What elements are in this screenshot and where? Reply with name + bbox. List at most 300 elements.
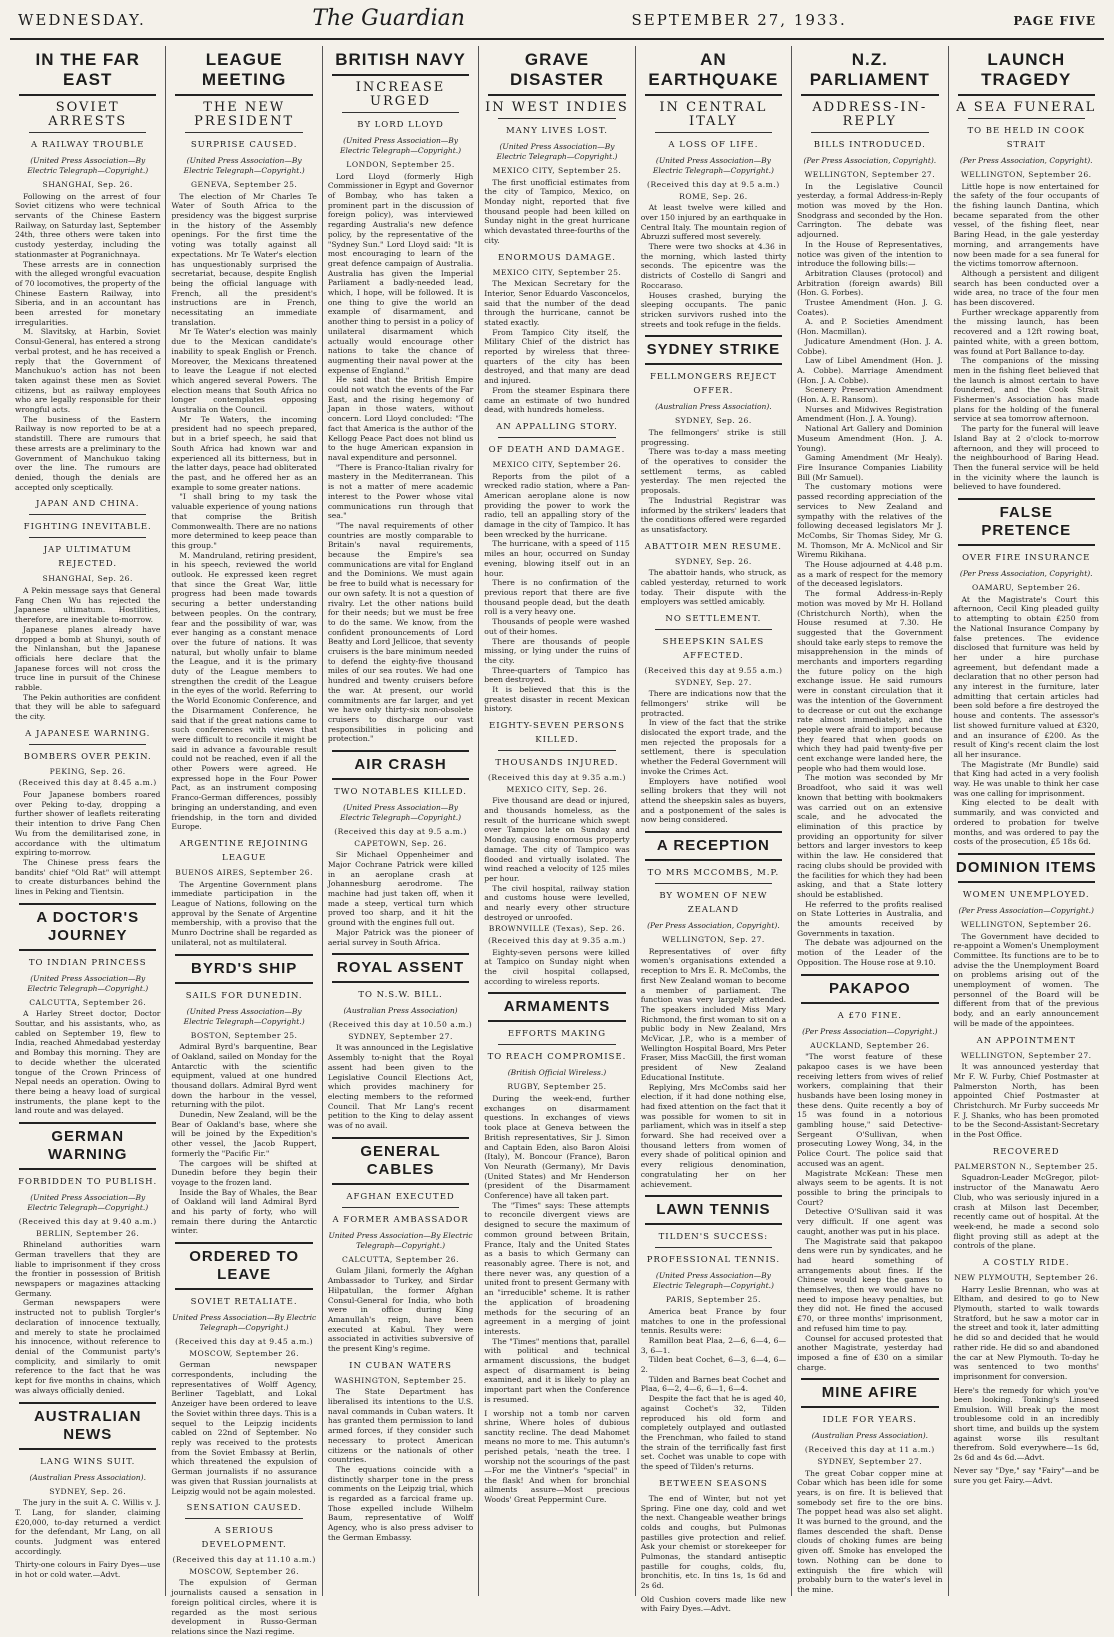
paragraph: Squadron-Leader McGregor, pilot-instructor of the Manawatu Aero Club, who was seriously injured in a crash at Milson last December, recently came out of hospital. At the week-end, he made a second solo flight proving still as adept at the controls of the plane. <box>953 1173 1099 1251</box>
paragraph: Employers have notified wool selling brokers that they will not attend the sheepskin sales as buyers, and a postponement of the sales is now being considered. <box>640 776 787 825</box>
credit-line: (United Press Association—By Electric Telegraph—Copyright.) <box>652 156 774 175</box>
subheading: BILLS INTRODUCED. <box>813 140 926 150</box>
divider <box>332 953 469 955</box>
masthead-date: SEPTEMBER 27, 1933. <box>631 11 847 29</box>
paragraph: From the steamer Espinara there came an estimate of two hundred dead, with hundreds homeless. <box>484 385 630 415</box>
column-4 <box>479 46 635 1596</box>
dateline: (Received this day at 11 a.m.) <box>804 1445 935 1455</box>
headline: LAUNCH TRAGEDY <box>981 50 1072 89</box>
advertisement: Old Cushion covers made like new with Fairy Dyes.—Advt. <box>640 1594 787 1614</box>
subheading: A COSTLY RIDE. <box>982 1258 1070 1269</box>
dateline: WASHINGTON, September 25. <box>334 1375 467 1385</box>
paragraph: The election of Mr Charles Te Water of South Africa to the presidency was the biggest surprise in the history of the Assembly openings. For the first time the voting was totally against all expectations. Mr Te Water's election has unquestionably surprised the secretariat, because, despite English being the official language with French, all the president's instructions are in French, necessitating an immediate translation. <box>171 191 317 327</box>
dateline: (Received this day at 11.10 a.m.) <box>172 1555 316 1565</box>
headline: MINE AFIRE <box>821 1384 918 1402</box>
article <box>797 974 942 1373</box>
divider <box>645 1195 782 1197</box>
paragraph: Mr Te Water's election was mainly due to the Mexican candidate's inability to speak English or French. Moreover, the Mexicans threatened to leave the League if not elected which angered several Powers. The election means that South Africa no longer contemplates opposing Australia on the Council. <box>171 327 317 415</box>
subheading: MANY LIVES LOST. <box>505 126 608 136</box>
headline: PAKAPOO <box>828 979 911 997</box>
paragraph: In the Legislative Council yesterday, a formal Address-in-Reply motion was moved by the Hon. Snodgrass and seconded by the Hon. Carrington. The debate was adjourned. <box>797 181 943 240</box>
paragraph: King elected to be dealt with summarily, and was convicted and ordered to probation for twelve months, and was ordered to pay the costs of the prosecution, £5 18s 6d. <box>953 798 1099 847</box>
headline: GRAVE DISASTER <box>509 50 604 89</box>
credit-line: (Australian Press Association). <box>811 1431 929 1441</box>
headline: SYDNEY STRIKE <box>646 341 781 359</box>
paragraph: During the week-end, further exchanges on disarmament questions. In exchanges of views took place at Geneva between the British representatives, Sir J. Simon and Captain Eden, also Baron Aloisi (Italy), M. Boncour (France), Baron Von Neurath (Germany), Mr Davis (United States) and Mr Henderson (president of the Disarmament Conference) have all taken part. <box>484 1094 630 1201</box>
paragraph: Further wreckage apparently from the missing launch, has been recovered and a 12ft rowing boat, painted white, with a green bottom, was found at Port Ballance to-day. <box>953 307 1099 356</box>
paragraph: Counsel for accused protested that another Magistrate, yesterday had imposed a fine of £30 on a similar charge. <box>797 1333 943 1372</box>
paragraph: The Mexican Secretary for the Interior, Senor Eduardo Vasconcelos, said that the number of the dead through the hurricane, cannot be stated exactly. <box>484 279 630 327</box>
paragraph: He referred to the profits realised on State Lotteries in Australia, and the amounts received by Governments in taxation. <box>797 899 943 938</box>
credit-line: (United Press Association—By Electric Telegraph—Copyright.) <box>652 1271 774 1291</box>
dateline: MEXICO CITY, September 25. <box>492 267 622 277</box>
divider <box>968 118 1085 119</box>
paragraph: The fellmongers' strike is still progressing. <box>640 427 787 447</box>
divider <box>175 1288 312 1290</box>
divider <box>645 859 782 861</box>
dateline: LONDON, September 25. <box>346 160 455 169</box>
masthead-page-number: PAGE FIVE <box>1013 14 1096 28</box>
subheading: IDLE FOR YEARS. <box>822 1415 917 1426</box>
paragraph: The civil hospital, railway station and customs house were levelled, and nearly every other structure destroyed or unroofed. <box>484 883 630 922</box>
paragraph: A Harley Street doctor, Doctor Souttar, and his assistants, who, as cabled on September 19, flew to India, reached Ahmedabad yesterday and Bombay this morning. They are to decide whether the ulcerated tongue of the Crown Princess of Nepal needs an operation. Owing to there being a heavy load of surgical instruments, the plane kept to the land route and was delayed. <box>15 1009 161 1116</box>
article <box>797 1378 942 1594</box>
paragraph: The cargoes will be shifted at Dunedin before they begin their voyage to the frozen land. <box>171 1158 317 1187</box>
paragraph: "I shall bring to my task the valuable experience of young nations that comprise the British Commonwealth. There are no nations more determined to keep peace than this group." <box>171 492 317 550</box>
subheading: FELLMONGERS REJECT OFFER. <box>649 372 777 397</box>
article <box>797 50 942 968</box>
divider <box>958 498 1095 500</box>
subheading: WOMEN UNEMPLOYED. <box>962 889 1090 900</box>
divider <box>19 903 156 905</box>
paragraph: The first unofficial estimates from the city of Tampico, Mexico, on Monday night, reported that five thousand people had been killed on Sunday night in the great hurricane which devastated three-fourths of the city. <box>484 177 630 245</box>
subheading: FIGHTING INEVITABLE. <box>23 522 152 533</box>
paragraph: The Magistrate said that pakapoo dens were run by syndicates, and he had heard something of arrangements about fines. If the Chinese would keep the games to themselves, then we would have no need to impose heavy penalties, but they did not. He fined the accused £70, or three months' imprisonment, and refused him time to pay. <box>797 1236 943 1333</box>
paragraph: The Argentine Government plans immediate participation in the League of Nations, following on the approval by the Senate of Argentine membership, with a proviso that the Munro Doctrine shall be regarded as unilateral, not as multilateral. <box>171 879 317 947</box>
paragraph: Magistrate McKean: These men always seem to be agents. It is not possible to bring the principals to Court? <box>797 1168 943 1207</box>
paragraph: Major Patrick was the pioneer of aerial survey in South Africa. <box>327 927 474 947</box>
paragraph: Harry Leslie Brennan, who was at Eltham, and desired to go to New Plymouth, started to walk towards Stratford, but he saw a motor car in the street and took it, later admitting he did so and decided that he would rather ride. He did so and abandoned the car at New Plymouth. To-day he was sentenced to two months' imprisonment for conversion. <box>953 1284 1099 1381</box>
masthead-day: WEDNESDAY. <box>18 11 146 29</box>
dateline: (Received this day at 9.5 a.m.) <box>647 180 780 189</box>
subheading: TO N.S.W. BILL. <box>358 990 443 1001</box>
column-3 <box>323 46 479 1596</box>
divider <box>19 1122 156 1124</box>
column-1 <box>10 46 166 1596</box>
headline: A DOCTOR'S JOURNEY <box>36 908 140 944</box>
divider <box>29 514 146 515</box>
subheading: NO SETTLEMENT. <box>665 614 762 625</box>
divider <box>175 954 312 956</box>
paragraph: The Chinese press fears the bandits' chief "Old Rat" will attempt to create disturbances behind the lines in Peking and Tientsin. <box>15 857 161 897</box>
credit-line: (United Press Association—By Electric Telegraph—Copyright.) <box>183 1006 305 1026</box>
headline: AN EARTHQUAKE <box>648 50 779 89</box>
paragraph: The Government have decided to re-appoint a Women's Unemployment Committee. Its functions are to be to advise the the Unemployment Board on problems arising out of the unemployment of women. The personnel of the Board will be different from that of the previous body, and an early announcement will be made of the appointees. <box>953 931 1099 1028</box>
masthead <box>10 6 1104 40</box>
dateline: SHANGHAI, Sep. 26. <box>42 180 133 189</box>
subheading: TO BE HELD IN COOK STRAIT <box>967 126 1086 150</box>
credit-line: (Per Press Association, Copyright). <box>959 156 1093 165</box>
paragraph: Following on the arrest of four Soviet citizens who were technical servants of the Chinese Eastern Railway, on Saturday last, September 24th, three others were taken into custody yesterday, including the stationmaster at Pogranichnaya. <box>15 191 161 259</box>
subheading: SENSATION CAUSED. <box>186 1503 302 1514</box>
article <box>641 1195 786 1614</box>
paragraph: At least twelve were killed and over 150 injured by an earthquake in Central Italy. The mountain region of Abruzzi suffered most severely. <box>640 203 787 242</box>
dateline: NEW PLYMOUTH, September 26. <box>954 1273 1099 1283</box>
article <box>328 1137 473 1543</box>
divider <box>19 1448 156 1450</box>
subheading: ARGENTINE REJOINING LEAGUE <box>179 839 309 863</box>
paragraph: "The worst feature of these pakapoo cases is we have been receiving letters from wives of relief workers, complaining that their husbands have been losing money in these dens. Quite recently a boy of 15 was found in a notorious gambling house," said Detective-Sergeant O'Sullivan, when prosecuting Lowey Wong, 34, in the Police Court. The police said that accused was an agent. <box>797 1052 943 1168</box>
subheading: IN CUBAN WATERS <box>349 1360 452 1371</box>
paragraph: There were two shocks at 4.36 in the morning, which lasted thirty seconds. The epicentre was the districts of Costello di Sangri and Roccaraso. <box>640 242 787 290</box>
divider <box>801 974 938 976</box>
paragraph: Trustee Amendment (Hon. J. G. Coates). <box>797 298 943 317</box>
paragraph: There is no confirmation of the previous report that there are five thousand people dead, but the death roll is a very heavy one. <box>484 578 630 617</box>
subheading: LANG WINS SUIT. <box>40 1456 136 1467</box>
paragraph: Eighty-seven persons were killed at Tampico on Sunday night when the civil hospital collapsed, according to wireless reports. <box>484 947 630 986</box>
paragraph: It is believed that this is the greatest disaster in recent Mexican history. <box>484 685 630 714</box>
credit-line: (United Press Association—By Electric Telegraph—Copyright.) <box>496 142 618 161</box>
divider <box>958 544 1095 546</box>
dateline: SYDNEY, September 27. <box>348 1031 453 1041</box>
article <box>15 903 160 1116</box>
divider <box>498 118 615 119</box>
divider <box>185 132 302 133</box>
dateline: WELLINGTON, Sep. 27. <box>661 935 765 945</box>
paragraph: In the House of Representatives, notice was given of the intention to introduce the following bills:— <box>797 239 943 269</box>
dateline: CALCUTTA, September 26. <box>29 997 147 1007</box>
paragraph: Scenery Preservation Amendment (Hon. A. E. Ransom). <box>797 385 943 405</box>
dateline: CALCUTTA, September 26. <box>342 1254 460 1264</box>
dateline: BUENOS AIRES, September 26. <box>175 868 314 877</box>
article <box>484 50 629 986</box>
dateline: MOSCOW, September 26. <box>189 1566 300 1576</box>
credit-line: (United Press Association—By Electric Telegraph—Copyright.) <box>340 803 462 823</box>
divider <box>332 1183 469 1185</box>
paragraph: From Tampico City itself, the Military Chief of the district has reported by wireless that three-quarters of the city has been destroyed, and that many are dead and injured. <box>484 327 630 386</box>
headline: BYRD'S SHIP <box>191 959 298 977</box>
subheading: OVER FIRE INSURANCE <box>962 553 1091 564</box>
dateline: SHANGHAI, Sep. 26. <box>42 574 133 584</box>
subheading: THE NEW PRESIDENT <box>194 100 295 129</box>
paragraph: M. Slavitsky, at Harbin, Soviet Consul-General, has entered a strong verbal protest, and he has received a reply that the Government of Manchukuo's action has not been taken against these men as Soviet citizens, but as railway employees who are legally responsible for their wrongful acts. <box>15 327 161 415</box>
subheading: SAILS FOR DUNEDIN. <box>185 990 303 1001</box>
paragraph: Reports from the pilot of a wrecked radio station, where a Pan-American aeroplane alone is now providing the power to work the radio, tell an appalling story of the damage in the city of Tampico. It has been wrecked by the hurricane. <box>484 471 630 539</box>
paragraph: There are thousands of people missing, or lying under the ruins of the city. <box>484 636 630 665</box>
dateline: BOSTON, September 25. <box>190 1030 298 1040</box>
divider <box>645 94 782 96</box>
paragraph: The motion was seconded by Mr Broadfoot, who said it was well known that betting with bookmakers was carried out on an extensive scale, and he advocated the elimination of this practice by providing an opportunity for silver bettors and larger investors to keep within the law. He considered that racing clubs should be provided with the facilities for which they had been asking, and that a State lottery should be established. <box>797 773 943 899</box>
paragraph: National Art Gallery and Dominion Museum Amendment (Hon. J. A. Young). <box>797 424 943 453</box>
subheading: BY WOMEN OF NEW ZEALAND <box>659 891 768 916</box>
divider <box>332 981 469 983</box>
paragraph: It was announced in the Legislative Assembly to-night that the Royal assent had been given to the Legislative Council Elections Act, which provides machinery for electing members to the reformed Council. That Mr Lang's recent petition to the King to delay assent was of no avail. <box>327 1043 474 1131</box>
dateline: WELLINGTON, September 27. <box>960 1050 1092 1060</box>
subheading: A SEA FUNERAL <box>956 100 1097 115</box>
dateline: (Received this day at 8.45 a.m.) <box>18 778 157 788</box>
divider <box>175 94 312 96</box>
dateline: (Received this day at 9.5 a.m.) <box>334 827 467 837</box>
paragraph: The great Cobar copper mine at Cobar which has been idle for some years, is on fire. It is believed that somebody set fire to the ore bins. The poppet head was also set alight. It was burned to the ground, and the flames descended the shaft. Dense clouds of choking fumes are being given off. Smoke has enveloped the town. Nothing can be done to extinguish the fire which will probably burn to the water's level in the mine. <box>797 1468 943 1594</box>
dateline: PALMERSTON N., September 25. <box>954 1161 1099 1171</box>
dateline: (Received this day at 9.40 a.m.) <box>18 1217 157 1227</box>
paragraph: Arbitration Clauses (protocol) and Arbitration (foreign awards) Bill (Hon. G. Forbes). <box>797 268 943 298</box>
paragraph: Little hope is now entertained for the safety of the four occupants of the fishing launch Dantina, which became separated from the other vessel, of the fishing fleet, near Baring Head, in the gale yesterday morning, and arrangements have now been made for a sea funeral for the victims tomorrow afternoon. <box>953 181 1099 269</box>
divider <box>342 1207 459 1208</box>
headline: IN THE FAR EAST <box>35 50 140 89</box>
divider <box>488 1020 625 1022</box>
divider <box>958 853 1095 855</box>
subheading: AN APPALLING STORY. <box>496 421 618 432</box>
column-7 <box>949 46 1104 1596</box>
headline: ROYAL ASSENT <box>336 959 465 977</box>
headline: ORDERED TO LEAVE <box>189 1248 299 1284</box>
headline: AUSTRALIAN NEWS <box>33 1407 142 1443</box>
paragraph: Ramillon beat Plaa, 2—6, 6—4, 6—3, 6—1. <box>640 1335 787 1355</box>
divider <box>332 778 469 780</box>
credit-line: (United Press Association—By Electric Telegraph—Copyright.) <box>27 1193 149 1213</box>
credit-line: United Press Association—By Electric Telegraph—Copyright.) <box>172 1313 317 1333</box>
divider <box>185 1518 302 1519</box>
subheading: SHEEPSKIN SALES AFFECTED. <box>662 637 765 662</box>
dateline: SYDNEY, Sep. 26. <box>49 1486 127 1496</box>
advertisement: Never say "Dye," say "Fairy"—and be sure you get Fairy.—Advt. <box>953 1466 1099 1485</box>
divider <box>498 437 615 438</box>
dateline: MEXICO CITY, September 26. <box>492 459 622 469</box>
dateline: (Received this day at 9.35 a.m.) <box>487 773 626 783</box>
subheading: ABATTOIR MEN RESUME. <box>644 541 783 552</box>
divider <box>29 132 146 133</box>
headline: A RECEPTION <box>656 837 770 855</box>
divider <box>19 1402 156 1404</box>
dateline: WELLINGTON, September 26. <box>960 170 1092 179</box>
divider <box>645 363 782 365</box>
credit-line: (United Press Association—By Electric Telegraph—Copyright.) <box>27 973 149 993</box>
divider <box>19 1168 156 1170</box>
paragraph: German newspaper correspondents, including the representatives of Wolff Agency, Berliner Tageblatt, and Lokal Anzeiger have been ordered to leave the Soviet within three days. This is a sequel to the Leipzig incidents cabled on 22nd of September. No reply was received to the protests from the Soviet Embassy at Berlin, which threatened the expulsion of German journalists if no assurance was given that Russian journalists at Leipzig would not be again molested. <box>171 1360 317 1496</box>
credit-line: (Per Press Association, Copyright). <box>803 156 937 165</box>
divider <box>801 1002 938 1004</box>
subheading: SURPRISE CAUSED. <box>190 140 298 150</box>
article <box>15 50 160 897</box>
dateline: BERLIN, September 26. <box>36 1228 140 1238</box>
divider <box>801 1378 938 1380</box>
paragraph: The formal Address-in-Reply motion was moved by Mr H. Holland (Christchurch North), when the House resumed at 7.30. He suggested that the Government should take early steps to remove the misapprehension in the minds of merchants and importers regarding the future policy on the high exchange issue. He said rumours were in constant circulation that it was the intention of the Government to decrease or cut out the exchange rate almost immediately, and the people were afraid to import because they feared that when goods on which they had paid twenty-five per cent exchange were landed here, the people who had them would lose. <box>797 589 943 773</box>
dateline: (Received this day at 9.35 a.m.) <box>487 936 626 946</box>
paragraph: Tilden beat Cochet, 6—3, 6—4, 6—2. <box>640 1355 787 1375</box>
divider <box>498 750 615 751</box>
headline: AIR CRASH <box>354 756 447 774</box>
subheading: A RAILWAY TROUBLE <box>31 140 145 150</box>
article <box>328 750 473 947</box>
paragraph: Four Japanese bombers roared over Peking to-day, dropping a further shower of leaflets reiterating their intention to drive Fang Chen Wu from the demilitarised zone, in accordance with the ultimatum expiring to-morrow. <box>15 790 161 858</box>
subheading: FORBIDDEN TO PUBLISH. <box>18 1177 158 1188</box>
dateline: (Received this day at 9.55 a.m.) <box>644 666 783 676</box>
divider <box>332 74 469 76</box>
paragraph: Gulam Jilani, formerly the Afghan Ambassador to Turkey, and Sirdar Hilpatullan, the former Afghan Consul-General for India, who both were in office during King Amanullah's reign, have been executed at Kabul. They were associated in activities subversive of the present King's regime. <box>327 1266 474 1354</box>
divider <box>29 744 146 745</box>
divider <box>488 992 625 994</box>
subheading: IN CENTRAL ITALY <box>659 100 768 129</box>
subheading: BY LORD LLOYD <box>357 120 444 130</box>
advertisement: I worship not a tomb nor carven shrine, Where holes of dubious sanctity recline. The dead Mahomet means no more to me. This autumn's perished petals, 'neath the tree. I worship not the scourings of the past—For me the Vintner's "special" in the flask! And when for bronchial ailments assure—Most precious Woods' Great Peppermint Cure. <box>484 1408 630 1504</box>
column-5 <box>636 46 792 1614</box>
divider <box>332 750 469 752</box>
paragraph: The Pekin authorities are confident that they will be able to safeguard the city. <box>15 692 161 722</box>
column-2 <box>166 46 322 1636</box>
headline: GERMAN WARNING <box>47 1128 128 1164</box>
divider <box>175 982 312 984</box>
subheading: TWO NOTABLES KILLED. <box>334 787 467 798</box>
subheading: JAPAN AND CHINA. <box>36 499 140 510</box>
dateline: SYDNEY, September 27. <box>817 1456 923 1466</box>
subheading: EIGHTY-SEVEN PERSONS KILLED. <box>489 721 625 746</box>
divider <box>811 132 928 133</box>
paragraph: The State Department has liberalised its intentions to the U.S. naval commands in Cuban waters. It has granted them permission to land armed forces, if they consider such necessary to protect American citizens or the nationals of other countries. <box>327 1387 474 1465</box>
columns <box>10 46 1104 1636</box>
paragraph: Dunedin, New Zealand, will be the Bear of Oakland's base, where she will be joined by the Expedition's other vessel, the Jacob Ruppert, formerly the "Pacific Fir." <box>171 1110 317 1158</box>
dateline: OAMARU, September 26. <box>971 583 1081 593</box>
paragraph: The customary motions were passed recording appreciation of the services to New Zealand and sympathy with the relatives of the following deceased legislators Mr J. McCombs, Sir Thomas Sidey, Mr G. M. Thomson, Mr A. McNicol and Sir Wiremu Rikihana. <box>797 482 943 560</box>
subheading: INCREASE URGED <box>355 80 446 109</box>
article <box>328 50 473 744</box>
subheading: A £70 FINE. <box>837 1010 902 1021</box>
headline: BRITISH NAVY <box>335 50 466 69</box>
paragraph: Five thousand are dead or injured, and thousands homeless, as the result of the hurricane which swept over Tampico late on Sunday and Monday, causing enormous property damage. The city of Tampico was flooded and virtually isolated. The wind reached a velocity of 125 miles per hour. <box>484 796 630 883</box>
article <box>15 1402 160 1580</box>
dateline: SYDNEY, Sep. 27. <box>674 677 752 687</box>
subheading: IN WEST INDIES <box>485 100 629 115</box>
subheading: PROFESSIONAL TENNIS. <box>646 1255 781 1266</box>
paragraph: Japanese planes already have dropped a bomb at Shunyi, south of the Ninlanshan, but the Japanese officials here declare that the Japanese forces will not cross the truce line in pursuit of the Chinese rabble. <box>15 624 161 693</box>
credit-line: (Australian Press Association) <box>343 1006 458 1016</box>
dateline: ROME, Sep. 26. <box>679 191 748 201</box>
paragraph: The abattoir hands, who struck, as cabled yesterday, returned to work today. Their dispute with the employers was settled amicably. <box>640 568 787 607</box>
dateline: (Received this day at 10.50 a.m.) <box>328 1020 473 1030</box>
paragraph: Tilden and Barnes beat Cochet and Plaa, 6—2, 4—6, 6—1, 6—4. <box>640 1374 787 1394</box>
paragraph: Judicature Amendment (Hon. J. A. Cobbe). <box>797 336 943 356</box>
paragraph: Replying, Mrs McCombs said her election, if it had done nothing else, had fixed attention on the fact that it was possible for women to sit in parliament, which was in itself a step forward. She had received over a thousand letters from women of every shade of political opinion and every religious denomination, congratulating her on her achievement. <box>640 1082 787 1189</box>
subheading: A JAPANESE WARNING. <box>25 728 151 739</box>
subheading: BOMBERS OVER PEKIN. <box>23 751 152 762</box>
advertisement: Thirty-one colours in Fairy Dyes—use in hot or cold water.—Advt. <box>15 1560 161 1579</box>
divider <box>958 94 1095 96</box>
paragraph: Nurses and Midwives Registration Amendment (Hon. J. A. Young). <box>797 404 943 424</box>
divider <box>19 94 156 96</box>
paragraph: Admiral Byrd's barquentine, Bear of Oakland, sailed on Monday for the Antarctic with the scientific equipment, valued at one hundred thousand dollars. Admiral Byrd went down the harbour in the vessel, returning with the pilot. <box>171 1042 317 1110</box>
subheading: TO INDIAN PRINCESS <box>28 957 147 968</box>
paragraph: "There is Franco-Italian rivalry for mastery in the Mediterranean. This is not a matter of mere academic interest to the Power whose vital communications run through that sea." <box>327 462 474 521</box>
paragraph: The expulsion of German journalists caused a sensation in foreign political circles, where it is regarded as the most serious development in Russo-German relations since the Nazi regime. <box>171 1578 317 1636</box>
divider <box>655 629 772 630</box>
article <box>328 953 473 1131</box>
paragraph: America beat France by four matches to one in the professional tennis. Results were: <box>640 1306 787 1336</box>
paragraph: The "Times" says: These attempts to reconcile divergent views are designed to secure the maximum of common ground between Britain, France, Italy and the United States as a basis to which Germany can reasonably agree. There is not, and there never was, any question of a united front to present Germany with an "irreducible" scheme. It is rather the application of broadening methods for the securing of an agreement in a merging of joint interests. <box>484 1200 630 1336</box>
paragraph: Mr Te Waters, the incoming president had no speech prepared, but in a brief speech, he said that South Africa had known war and experienced all its bitterness, but in the latter days, peace had obliterated the past, and he offered her as an example to some greater nations. <box>171 414 317 492</box>
paragraph: The hurricane, with a speed of 115 miles an hour, occurred on Sunday evening, blowing itself out in an hour. <box>484 539 630 578</box>
paragraph: "The naval requirements of other countries are mostly comparable to Britain's naval requirements, because the Empire's sea communications are vital for England and the Dominions. We must again be free to build what is necessary for our own safety. It is not a question of rivalry. Let the other nations build for their needs; but we must be free to do the same. We know, from the confident pronouncements of Lord Beatty and Lord Jellicoe, that seventy cruisers is the bare minimum needed to defend the eighty-five thousand miles of our sea routes. We had one hundred and twenty cruisers before the war. At present, our world commitments are far larger, and yet we have only thirty-six non-obsolete cruisers to discharge our vast responsibilities in policing and protection." <box>327 520 474 744</box>
subheading: THOUSANDS INJURED. <box>495 758 619 769</box>
paragraph: It was announced yesterday that Mr F. W. Furby, Chief Postmaster at Palmerston North, has been appointed Chief Postmaster at Christchurch. Mr Furby succeeds Mr F. J. Shanks, who has been promoted to be the Second-Assistant-Secretary in the Post Office. <box>953 1062 1099 1140</box>
paragraph: The party for the funeral will leave Island Bay at 2 o'clock to-morrow afternoon, and they will proceed to the neighbourhood of Baring Head. Then the funeral service will be held in the vicinity where the launch is believed to have foundered. <box>953 424 1099 492</box>
credit-line: (Per Press Association—Copyright.) <box>958 905 1094 915</box>
article <box>641 335 786 825</box>
headline: LEAGUE MEETING <box>201 50 287 89</box>
paragraph: Despite the fact that he is aged 40, against Cochet's 32, Tilden reproduced his old form and completely outplayed and outlasted the Frenchman, who failed to stand the strain of the terrifically fast first set. Cochet was unable to cope with the speed of Tilden's returns. <box>640 1394 787 1472</box>
dateline: SYDNEY, Sep. 26. <box>674 416 752 426</box>
column-6 <box>792 46 948 1596</box>
divider <box>655 132 772 133</box>
subheading: TO MRS MCCOMBS, M.P. <box>647 868 780 879</box>
dateline: AUCKLAND, September 26. <box>810 1040 930 1050</box>
paragraph: The companions of the missing men in the fishing fleet believed that the launch is almost certain to have foundered, and the Cook Strait Fishermen's Association has made plans for the holding of the funeral service at sea tomorrow afternoon. <box>953 356 1099 424</box>
divider <box>958 881 1095 883</box>
paragraph: Representatives of over fifty women's organisations extended a reception to Mrs E. R. McCombs, the first New Zealand woman to become a member of parliament. The function was very largely attended. The speakers included Miss Mary Richmond, the first woman to sit on a public body in New Zealand, Mrs McVicar, J.P., who is a member of Wellington Hospital Board, Mrs Peter Fraser, Miss MacGill, the first woman president of New Zealand Educational Institute. <box>640 946 787 1082</box>
paragraph: He said that the British Empire could not watch the events of the Far East, and the rising hegemony of Japan in those waters, without concern. Lord Lloyd concluded: "The fact that America is the author of the Kellogg Peace Pact does not blind us to the huge American expansion in naval expenditure and personnel. <box>327 375 474 462</box>
paragraph: Inside the Bay of Whales, the Bear of Oakland will land Admiral Byrd and his party of forty, who will remain there during the Antarctic winter. <box>171 1187 317 1236</box>
divider <box>801 94 938 96</box>
paragraph: There are indications now that the fellmongers' strike will be protracted. <box>640 689 787 718</box>
article <box>171 50 316 948</box>
paragraph: Houses crashed, burying the sleeping occupants. The panic stricken survivors rushed into the streets and took refuge in the fields. <box>640 290 787 329</box>
credit-line: (United Press Association—By Electric Telegraph—Copyright.) <box>183 156 305 175</box>
divider <box>342 112 459 113</box>
paragraph: The "Times" mentions that, parallel with political and technical armament discussions, the budget aspect of disarmament is being examined, and it is likely to play an important part when the Conference is resumed. <box>484 1336 630 1404</box>
divider <box>645 335 782 337</box>
credit-line: (British Official Wireless.) <box>507 1068 607 1078</box>
headline: N.Z. PARLIAMENT <box>809 50 930 89</box>
dateline: PARIS, September 25. <box>665 1295 761 1305</box>
article <box>171 1242 316 1636</box>
credit-line: United Press Association—By Electric Telegraph—Copyright.) <box>328 1230 473 1250</box>
divider <box>645 831 782 833</box>
paragraph: Detective O'Sullivan said it was very difficult. If one agent was caught, another was put in his place. <box>797 1207 943 1236</box>
article <box>954 853 1099 1486</box>
article <box>954 50 1099 492</box>
subheading: OF DEATH AND DAMAGE. <box>488 444 626 455</box>
dateline: (Received this day at 9.45 a.m.) <box>175 1337 314 1347</box>
dateline: WELLINGTON, September 27. <box>804 170 936 179</box>
subheading: JAP ULTIMATUM REJECTED. <box>43 545 132 570</box>
divider <box>29 537 146 538</box>
dateline: BROWNVILLE (Texas), Sep. 26. <box>488 924 626 934</box>
paragraph: A Pekin message says that General Fang Chen Wu has rejected the Japanese ultimatum. Hostilities, therefore, are inevitable to-morrow. <box>15 585 161 625</box>
article <box>641 831 786 1189</box>
subheading: A FORMER AMBASSADOR <box>332 1214 469 1225</box>
masthead-paper-name: The Guardian <box>312 6 465 31</box>
dateline: MEXICO CITY, Sep. 26. <box>506 784 608 794</box>
headline: LAWN TENNIS <box>656 1201 771 1219</box>
divider <box>488 94 625 96</box>
dateline: GENEVA, September 25. <box>190 180 298 189</box>
article <box>954 498 1099 847</box>
paragraph: Lord Lloyd (formerly High Commissioner in Egypt and Governor of Bombay, who has taken a prominent part in the discussion of foreign policy), was interviewed regarding Australia's new defence policy, by the representative of the "Sydney Sun." Lord Lloyd said: "It is most encouraging to learn of the great defence campaign of Australia. Australia has given the Imperial Parliament a badly-needed lead, which, I hope, will be followed. It is one thing to give the world an example of disarmament, and another thing to persist in a policy of unilateral disarmament which actually would encourage other nations to take the chance of augmenting their naval power at the expense of England." <box>327 171 474 375</box>
dateline: WELLINGTON, September 26. <box>960 919 1092 929</box>
subheading: A SERIOUS DEVELOPMENT. <box>201 1526 287 1551</box>
divider <box>655 1247 772 1248</box>
paragraph: The Industrial Registrar was informed by the strikers' leaders that the conditions offered were regarded as unsatisfactory. <box>640 495 787 534</box>
dateline: PEKING, Sep. 26. <box>49 766 126 776</box>
subheading: AFGHAN EXECUTED <box>346 1191 455 1202</box>
subheading: SOVIET RETALIATE. <box>190 1297 298 1308</box>
dateline: SYDNEY, Sep. 26. <box>674 556 752 566</box>
headline: DOMINION ITEMS <box>955 858 1097 876</box>
paragraph: Three-quarters of Tampico has been destroyed. <box>484 665 630 685</box>
article <box>171 954 316 1237</box>
paragraph: Although a persistent and diligent search has been conducted over a wide area, no trace of the four men has been discovered. <box>953 268 1099 308</box>
paragraph: Thousands of people were washed out of their homes. <box>484 617 630 636</box>
paragraph: In view of the fact that the strike dislocated the export trade, and the men rejected the proposals for a settlement, there is speculation whether the Federal Government will invoke the Crimes Act. <box>640 718 787 776</box>
